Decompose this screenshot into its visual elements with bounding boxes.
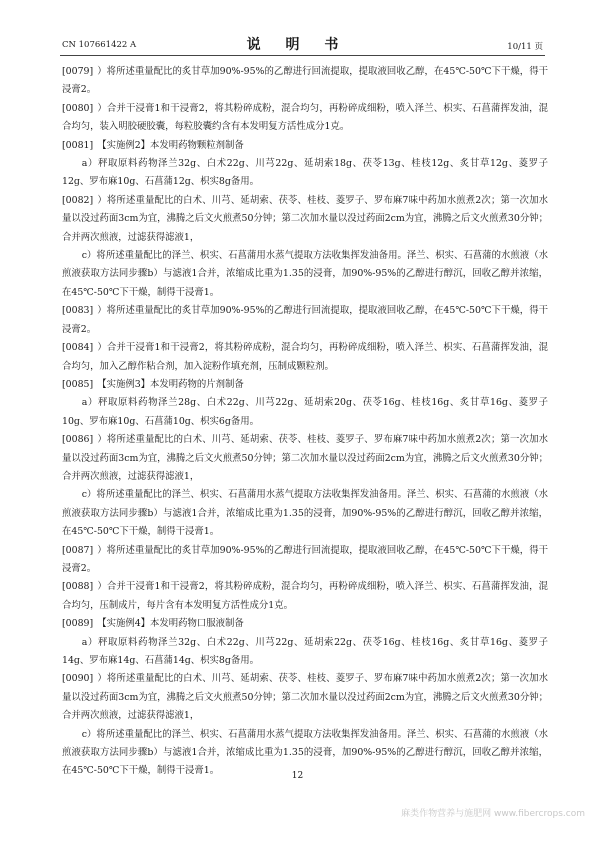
paragraph-text: 【实施例4】本发明药物口服液制备 (97, 618, 244, 630)
page-indicator: 10/11 页 (507, 42, 543, 52)
paragraph (62, 137, 548, 155)
paragraph-number: [0083] (62, 305, 94, 317)
paragraph-number: [0088] (62, 581, 94, 593)
paragraph-text: 【实施例3】本发明药物的片剂制备 (97, 378, 244, 390)
paragraph-text: a）秤取原料药物泽兰32g、白术22g、川芎22g、延胡索22g、茯苓16g、桂枝16g、炙甘草16g、菱罗子14g、罗布麻14g、石菖蒲14g、枳实8g备用。 (62, 636, 548, 666)
page-title: 说 明 书 (246, 37, 349, 53)
paragraph (62, 394, 548, 431)
paragraph (62, 578, 548, 615)
paragraph-text: c）将所述重量配比的泽兰、枳实、石菖蒲用水蒸气提取方法收集挥发油备用。泽兰、枳实、石菖蒲的水煎液（水煎液获取方法同步骤b）与滤液1合并，浓缩成比重为1.35的浸膏，加90%-95%的乙醇进行醇沉，回收乙醇并浓缩，在45℃-50℃下干燥，制得干浸膏1。 (62, 489, 548, 538)
watermark: 麻类作物营养与施肥网 www.fibercrops.com (401, 809, 585, 819)
paragraph-number: [0085] (62, 378, 94, 390)
paragraph-number: [0086] (62, 434, 94, 446)
paragraph-text: ）将所述重量配比的炙甘草加90%-95%的乙醇进行回流提取，提取液回收乙醇，在45℃-50℃下干燥，得干浸膏2。 (62, 66, 548, 96)
paragraph-number: [0081] (62, 139, 94, 151)
paragraph-number: [0087] (62, 544, 94, 556)
paragraph-text: ）将所述重量配比的白术、川芎、延胡索、茯苓、桂枝、菱罗子、罗布麻7味中药加水煎煮2次；第一次加水量以没过药面3cm为宜，沸腾之后文火煎煮50分钟；第二次加水量以没过药面2cm为宜，沸腾之后文火煎煮30分钟；合并两次煎液，过滤获得滤液1， (62, 194, 548, 243)
paragraph (62, 486, 548, 541)
paragraph-text: c）将所述重量配比的泽兰、枳实、石菖蒲用水蒸气提取方法收集挥发油备用。泽兰、枳实、石菖蒲的水煎液（水煎液获取方法同步骤b）与滤液1合并，浓缩成比重为1.35的浸膏，加90%-95%的乙醇进行醇沉，回收乙醇并浓缩，在45℃-50℃下干燥，制得干浸膏1。 (62, 250, 548, 298)
paragraph-text: ）合并干浸膏1和干浸膏2，将其粉碎成粉，混合均匀，再粉碎成细粉，喷入泽兰、枳实、石菖蒲挥发油，混合均匀，装入明胶硬胶囊，每粒胶囊约含有本发明复方活性成分1克。 (62, 102, 548, 133)
paragraph-text: ）将所述重量配比的白术、川芎、延胡索、茯苓、桂枝、菱罗子、罗布麻7味中药加水煎煮2次；第一次加水量以没过药面3cm为宜，沸腾之后文火煎煮50分钟；第二次加水量以没过药面2cm为宜，沸腾之后文火煎煮30分钟；合并两次煎液，过滤获得滤液1， (62, 434, 548, 482)
paragraph (62, 376, 548, 394)
header-divider (60, 55, 545, 56)
paragraph-text: c）将所述重量配比的泽兰、枳实、石菖蒲用水蒸气提取方法收集挥发油备用。泽兰、枳实、石菖蒲的水煎液（水煎液获取方法同步骤b）与滤液1合并，浓缩成比重为1.35的浸膏，加90%-95%的乙醇进行醇沉，回收乙醇并浓缩，在45℃-50℃下干燥，制得干浸膏1。 (62, 728, 548, 777)
paragraph (62, 542, 548, 579)
paragraph-number: [0082] (62, 194, 94, 206)
paragraph (62, 339, 548, 376)
paragraph-number: [0080] (62, 102, 94, 114)
paragraph-number: [0084] (62, 342, 94, 354)
paragraph (62, 155, 548, 192)
paragraph-number: [0089] (62, 618, 94, 630)
paragraph-text: a）秤取原料药物泽兰28g、白术22g、川芎22g、延胡索20g、茯苓16g、桂枝16g、炙甘草16g、菱罗子10g、罗布麻10g、石菖蒲10g、枳实6g备用。 (62, 397, 548, 427)
paragraph-text: ）将所述重量配比的白术、川芎、延胡索、茯苓、桂枝、菱罗子、罗布麻7味中药加水煎煮2次；第一次加水量以没过药面3cm为宜，沸腾之后文火煎煮50分钟；第二次加水量以没过药面2cm为宜，沸腾之后文火煎煮30分钟；合并两次煎液，过滤获得滤液1， (62, 673, 548, 722)
paragraph (62, 431, 548, 486)
page-number: 12 (291, 771, 304, 781)
paragraph-number: [0090] (62, 673, 94, 685)
paragraph-text: 【实施例2】本发明药物颗粒剂制备 (97, 139, 244, 151)
paragraph (62, 302, 548, 339)
document-body (62, 63, 548, 781)
paragraph (62, 247, 548, 302)
paragraph (62, 634, 548, 671)
paragraph-text: ）合并干浸膏1和干浸膏2，将其粉碎成粉，混合均匀，再粉碎成细粉，喷入泽兰、枳实、石菖蒲挥发油，混合均匀，加入乙醇作粘合剂，加入淀粉作填充剂，压制成颗粒剂。 (62, 342, 548, 372)
paragraph (62, 615, 548, 633)
paragraph-text: ）将所述重量配比的炙甘草加90%-95%的乙醇进行回流提取，提取液回收乙醇，在45℃-50℃下干燥，得干浸膏2。 (62, 305, 548, 335)
paragraph (62, 192, 548, 247)
patent-number: CN 107661422 A (62, 40, 137, 50)
paragraph (62, 670, 548, 725)
paragraph-text: a）秤取原料药物泽兰32g、白术22g、川芎22g、延胡索18g、茯苓13g、桂枝12g、炙甘草12g、菱罗子12g、罗布麻10g、石菖蒲12g、枳实8g备用。 (62, 158, 548, 188)
paragraph-text: ）合并干浸膏1和干浸膏2，将其粉碎成粉，混合均匀，再粉碎成细粉，喷入泽兰、枳实、石菖蒲挥发油，混合均匀，压制成片，每片含有本发明复方活性成分1克。 (62, 581, 548, 611)
paragraph-text: ）将所述重量配比的炙甘草加90%-95%的乙醇进行回流提取，提取液回收乙醇，在45℃-50℃下干燥，得干浸膏2。 (62, 544, 548, 574)
paragraph (62, 63, 548, 100)
paragraph (62, 100, 548, 137)
paragraph-number: [0079] (62, 66, 94, 77)
